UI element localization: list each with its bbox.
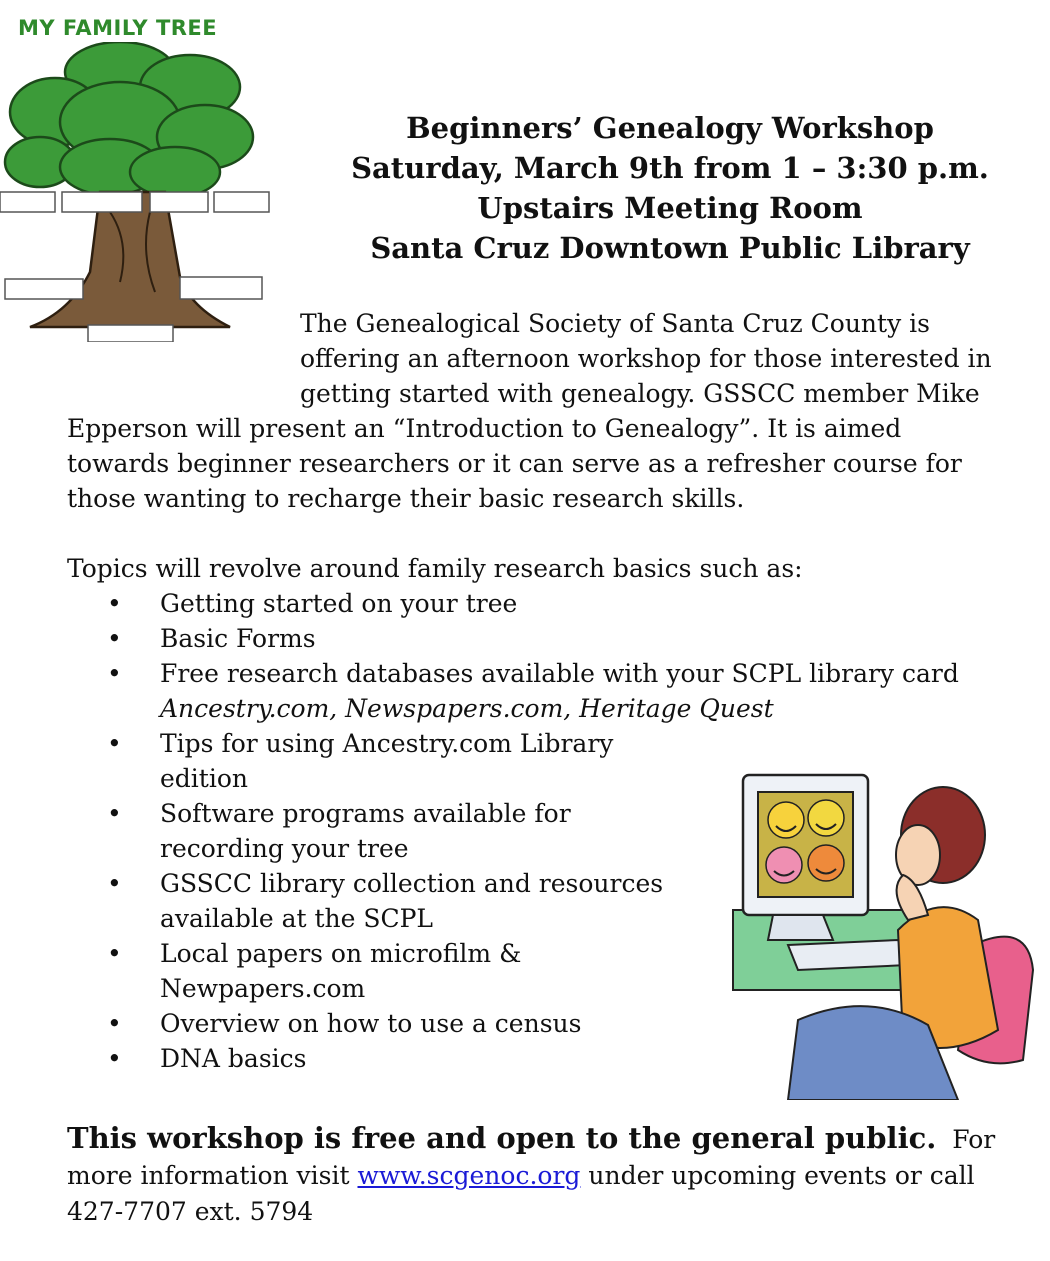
- bullet-icon: •: [107, 1009, 122, 1038]
- website-link[interactable]: www.scgenoc.org: [357, 1161, 581, 1190]
- intro-line: towards beginner researchers or it can serve as a refresher course for: [67, 449, 962, 478]
- intro-line: The Genealogical Society of Santa Cruz County is: [300, 309, 930, 338]
- topic-list-item: [0, 621, 959, 656]
- topic-text: edition: [160, 764, 248, 793]
- headline-date: Saturday, March 9th from 1 – 3:30 p.m.: [351, 151, 989, 185]
- topic-text: Getting started on your tree: [160, 589, 518, 618]
- bullet-icon: •: [107, 869, 122, 898]
- family-tree-logo: [0, 12, 280, 342]
- intro-line: getting started with genealogy. GSSCC member Mike: [300, 379, 980, 408]
- tree-illustration: [0, 42, 280, 342]
- topic-text: Basic Forms: [160, 624, 316, 653]
- bullet-icon: •: [107, 729, 122, 758]
- closing-text-after-link: under upcoming events or call 427-7707 ext. 5794: [67, 1161, 975, 1226]
- topic-text: Overview on how to use a census: [160, 1009, 582, 1038]
- headline-location: Santa Cruz Downtown Public Library: [370, 231, 970, 265]
- topics-lead: Topics will revolve around family research basics such as:: [67, 554, 803, 583]
- intro-line: those wanting to recharge their basic research skills.: [67, 484, 745, 513]
- bullet-icon: •: [107, 589, 122, 618]
- bullet-icon: •: [107, 624, 122, 653]
- topic-text: GSSCC library collection and resources: [160, 869, 664, 898]
- topic-text: Newpapers.com: [160, 974, 366, 1003]
- topic-text: Software programs available for: [160, 799, 571, 828]
- closing-lead: This workshop is free and open to the general public.: [67, 1121, 937, 1155]
- bullet-icon: •: [107, 799, 122, 828]
- topic-text: Tips for using Ancestry.com Library: [160, 729, 614, 758]
- topic-text: DNA basics: [160, 1044, 307, 1073]
- closing-text-before-link: For more information visit: [67, 1125, 996, 1190]
- topic-text: recording your tree: [160, 834, 409, 863]
- topic-text: Local papers on microfilm &: [160, 939, 522, 968]
- headline-room: Upstairs Meeting Room: [477, 191, 863, 225]
- headline-title: Beginners’ Genealogy Workshop: [406, 111, 934, 145]
- topic-text: available at the SCPL: [160, 904, 434, 933]
- logo-title: MY FAMILY TREE: [18, 16, 218, 40]
- topic-list-item: [0, 656, 959, 726]
- computer-user-illustration: [728, 770, 1038, 1100]
- bullet-icon: •: [107, 1044, 122, 1073]
- intro-line: Epperson will present an “Introduction to Genealogy”. It is aimed: [67, 414, 902, 443]
- topic-text: Free research databases available with your SCPL library card: [160, 659, 959, 688]
- bullet-icon: •: [107, 939, 122, 968]
- bullet-icon: •: [107, 659, 122, 688]
- intro-line: offering an afternoon workshop for those interested in: [300, 344, 992, 373]
- topic-list-item: [0, 586, 959, 621]
- closing-paragraph: [67, 1120, 1027, 1230]
- topic-subtext: Ancestry.com, Newspapers.com, Heritage Quest: [160, 694, 774, 723]
